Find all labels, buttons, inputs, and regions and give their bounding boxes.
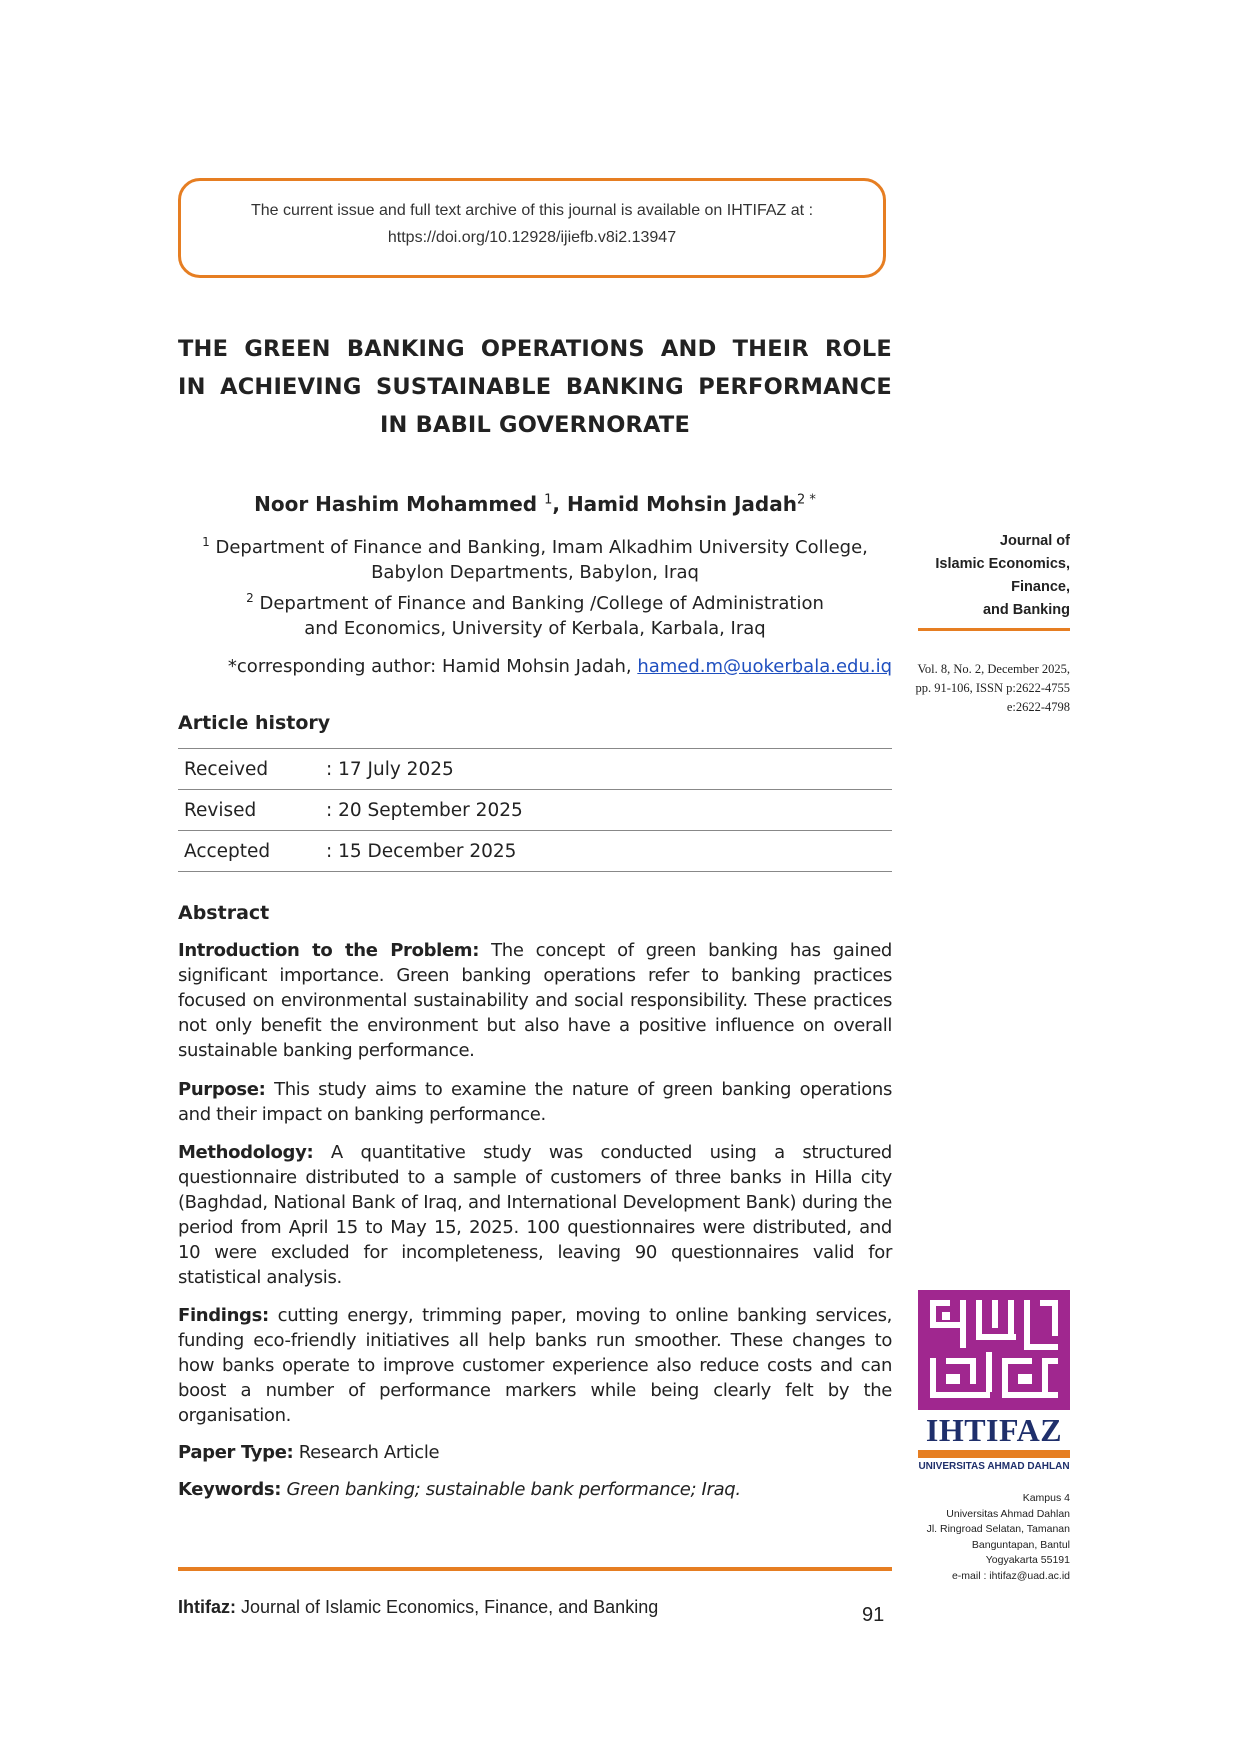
- ihtifaz-wordmark: IHTIFAZ: [925, 1412, 1063, 1448]
- author-2-sup: 2 *: [796, 492, 816, 508]
- affiliation-2-sup: 2: [246, 591, 254, 605]
- title-line-2: IN ACHIEVING SUSTAINABLE BANKING PERFORMANCE: [178, 374, 892, 400]
- affiliation-2-line-1: Department of Finance and Banking /College of Administration: [259, 593, 824, 614]
- sidebar-journal-line: Finance,: [1011, 579, 1070, 595]
- history-value: : 20 September 2025: [320, 790, 892, 831]
- corresponding-author-text: *corresponding author: Hamid Mohsin Jadah,: [227, 656, 638, 677]
- sidebar-journal-name: [900, 530, 1070, 622]
- abstract-heading: Abstract: [178, 902, 270, 924]
- sidebar-vol-line: pp. 91-106, ISSN p:2622-4755: [915, 681, 1070, 695]
- purpose-text: This study aims to examine the nature of green banking operations and their impact on banking performance.: [178, 1079, 892, 1125]
- address-line: Jl. Ringroad Selatan, Tamanan: [926, 1523, 1070, 1535]
- sidebar-journal-line: and Banking: [982, 602, 1070, 618]
- keywords-label: Keywords:: [178, 1479, 282, 1500]
- university-name: UNIVERSITAS AHMAD DAHLAN: [918, 1461, 1070, 1472]
- history-value: : 17 July 2025: [320, 749, 892, 790]
- affiliation-1-line-2: Babylon Departments, Babylon, Iraq: [371, 562, 699, 583]
- abstract-findings: [178, 1303, 892, 1428]
- author-list: [178, 492, 892, 516]
- sidebar-vol-line: Vol. 8, No. 2, December 2025,: [917, 662, 1070, 676]
- footer-journal-rest: Journal of Islamic Economics, Finance, and Banking: [236, 1597, 659, 1617]
- author-separator: ,: [552, 492, 567, 516]
- intro-text: The concept of green banking has gained significant importance. Green banking operations refer to banking practices focused on environmental sustainability and social responsibility. These practices not only benefit the environment but also have a positive influence on overall sustainable banking performance.: [178, 940, 892, 1061]
- address-line: Kampus 4: [1022, 1492, 1070, 1504]
- corresponding-author: [178, 656, 892, 677]
- abstract-methodology: [178, 1140, 892, 1290]
- sidebar-journal-line: Journal of: [999, 533, 1070, 549]
- corresponding-email-link[interactable]: hamed.m@uokerbala.edu.iq: [637, 656, 892, 677]
- address-line: Banguntapan, Bantul: [971, 1538, 1070, 1551]
- methodology-label: Methodology:: [178, 1142, 314, 1163]
- history-label: Accepted: [178, 831, 320, 872]
- journal-availability-notice: [178, 178, 886, 278]
- table-row: [178, 749, 892, 790]
- purpose-label: Purpose:: [178, 1079, 266, 1100]
- title-line-1: THE GREEN BANKING OPERATIONS AND THEIR ROLE: [178, 336, 892, 362]
- methodology-text: A quantitative study was conducted using a structured questionnaire distributed to a sample of customers of three banks in Hilla city (Baghdad, National Bank of Iraq, and International Development Bank) during the period from April 15 to May 15, 2025. 100 questionnaires were distributed, and 10 were excluded for incompleteness, leaving 90 questionnaires valid for statistical analysis.: [178, 1142, 892, 1288]
- article-history-heading: Article history: [178, 712, 331, 734]
- sidebar-address: [900, 1491, 1070, 1584]
- paper-title: [178, 330, 892, 444]
- footer-divider: [178, 1567, 892, 1571]
- logo-orange-bar: [918, 1450, 1070, 1458]
- paper-type-text: Research Article: [293, 1442, 440, 1463]
- sidebar-journal-line: Islamic Economics,: [935, 556, 1070, 572]
- paper-type-label: Paper Type:: [178, 1442, 294, 1463]
- findings-label: Findings:: [178, 1305, 269, 1326]
- address-line: Universitas Ahmad Dahlan: [946, 1507, 1070, 1520]
- paper-type: [178, 1440, 892, 1465]
- footer-journal-name: [178, 1597, 658, 1618]
- address-line: e-mail : ihtifaz@uad.ac.id: [951, 1569, 1070, 1582]
- table-row: [178, 831, 892, 872]
- history-value: : 15 December 2025: [320, 831, 892, 872]
- doi-link[interactable]: https://doi.org/10.12928/ijiefb.v8i2.13947: [387, 229, 677, 246]
- sidebar-volume-info: [900, 660, 1070, 717]
- history-label: Revised: [178, 790, 320, 831]
- footer-journal-bold: Ihtifaz:: [178, 1597, 236, 1617]
- author-2: Hamid Mohsin Jadah: [566, 492, 797, 516]
- affiliation-1-line-1: Department of Finance and Banking, Imam Alkadhim University College,: [215, 537, 868, 558]
- article-history-table: [178, 748, 892, 872]
- author-1: Noor Hashim Mohammed: [254, 492, 538, 516]
- ihtifaz-logo-icon: [918, 1290, 1070, 1410]
- sidebar-divider: [918, 628, 1070, 631]
- keywords-text: Green banking; sustainable bank performance; Iraq.: [286, 1479, 741, 1500]
- keywords: [178, 1477, 892, 1502]
- sidebar-vol-line: e:2622-4798: [1006, 700, 1070, 714]
- intro-label: Introduction to the Problem:: [178, 940, 480, 961]
- affiliation-2: [178, 586, 892, 641]
- abstract-purpose: [178, 1077, 892, 1127]
- history-label: Received: [178, 749, 320, 790]
- author-1-sup: 1: [544, 492, 553, 508]
- abstract-introduction: [178, 938, 892, 1063]
- affiliation-1: [178, 530, 892, 585]
- title-line-3: IN BABIL GOVERNORATE: [379, 412, 691, 438]
- table-row: [178, 790, 892, 831]
- findings-text: cutting energy, trimming paper, moving to online banking services, funding eco-friendly initiatives all help banks run smoother. These changes to how banks operate to improve customer experience also reduce costs and can boost a number of performance markers while being clearly felt by the organisation.: [178, 1305, 892, 1426]
- address-line: Yogyakarta 55191: [985, 1554, 1070, 1566]
- notice-text: The current issue and full text archive of this journal is available on IHTIFAZ at :: [250, 202, 814, 219]
- page-number: 91: [862, 1604, 885, 1626]
- affiliation-2-line-2: and Economics, University of Kerbala, Karbala, Iraq: [304, 618, 766, 639]
- affiliation-1-sup: 1: [202, 535, 210, 549]
